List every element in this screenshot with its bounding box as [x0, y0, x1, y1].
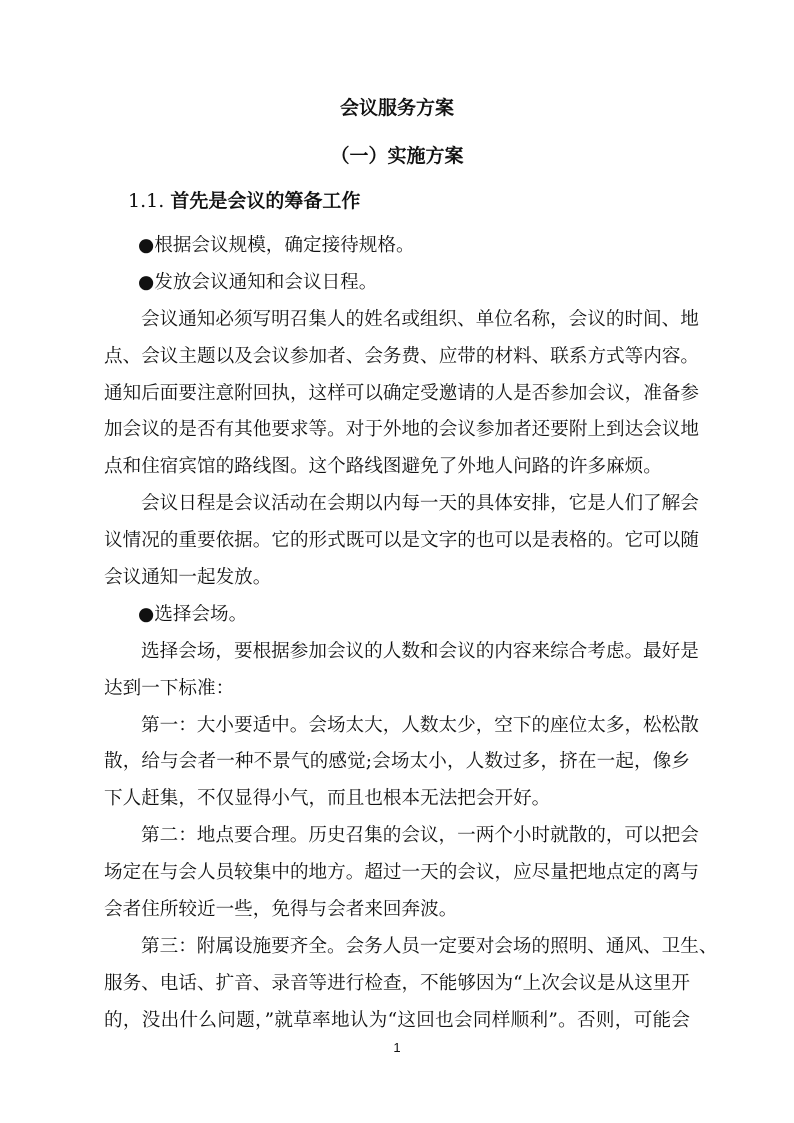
text-line: 会者住所较近一些，免得与会者来回奔波。	[104, 899, 458, 921]
text-line: 散，给与会者一种不景气的感觉;会场太小，人数过多，挤在一起，像乡	[104, 751, 690, 773]
text-line: ●发放会议通知和会议日程。	[138, 271, 378, 293]
text-line: 第一：大小要适中。会场太大，人数太少，空下的座位太多，松松散	[141, 714, 699, 736]
paragraph	[104, 708, 699, 819]
text-line: 下人赶集，不仅显得小气，而且也根本无法把会开好。	[104, 788, 551, 810]
text-line: 的，没出什么问题，”就草率地认为“这回也会同样顺利”。否则，可能会	[104, 1009, 690, 1031]
text-line: 第三：附属设施要齐全。会务人员一定要对会场的照明、通风、卫生、	[141, 935, 718, 957]
bullet-item	[104, 228, 690, 265]
text-line: 加会议的是否有其他要求等。对于外地的会议参加者还要附上到达会议地	[104, 419, 700, 441]
text-line: 通知后面要注意附回执，这样可以确定受邀请的人是否参加会议，准备参	[104, 382, 700, 404]
text-line: 会议日程是会议活动在会期以内每一天的具体安排，它是人们了解会	[141, 493, 699, 515]
paragraph	[104, 634, 699, 708]
paragraph	[104, 818, 700, 929]
text-line: 点、会议主题以及会议参加者、会务费、应带的材料、联系方式等内容。	[104, 345, 700, 367]
text-line: ●选择会场。	[138, 603, 248, 625]
paragraph	[104, 302, 700, 486]
text-line: 达到一下标准：	[104, 677, 235, 699]
paragraph	[104, 486, 700, 597]
text-line: 会议通知一起发放。	[104, 567, 272, 589]
paragraph	[104, 929, 718, 1040]
document-body	[104, 228, 718, 1040]
section-title: （一）实施方案	[330, 145, 464, 167]
text-line: ●根据会议规模，确定接待规格。	[138, 235, 415, 256]
text-line: 点和住宿宾馆的路线图。这个路线图避免了外地人问路的许多麻烦。	[104, 456, 662, 478]
text-line: 场定在与会人员较集中的地方。超过一天的会议，应尽量把地点定的离与	[104, 862, 700, 884]
bullet-item	[104, 265, 690, 302]
bullet-item	[104, 597, 690, 634]
text-line: 会议通知必须写明召集人的姓名或组织、单位名称，会议的时间、地	[141, 308, 699, 330]
text-line: 服务、电话、扩音、录音等进行检查，不能够因为“上次会议是从这里开	[104, 972, 690, 994]
heading-text: 首先是会议的筹备工作	[170, 190, 361, 212]
subsection-heading	[128, 189, 360, 213]
page-number: 1	[393, 1040, 401, 1055]
text-line: 选择会场，要根据参加会议的人数和会议的内容来综合考虑。最好是	[141, 640, 699, 662]
heading-number: 1.1.	[128, 190, 165, 212]
document-title: 会议服务方案	[339, 97, 454, 119]
text-line: 第二：地点要合理。历史召集的会议，一两个小时就散的，可以把会	[141, 825, 699, 847]
text-line: 议情况的重要依据。它的形式既可以是文字的也可以是表格的。它可以随	[104, 530, 700, 552]
